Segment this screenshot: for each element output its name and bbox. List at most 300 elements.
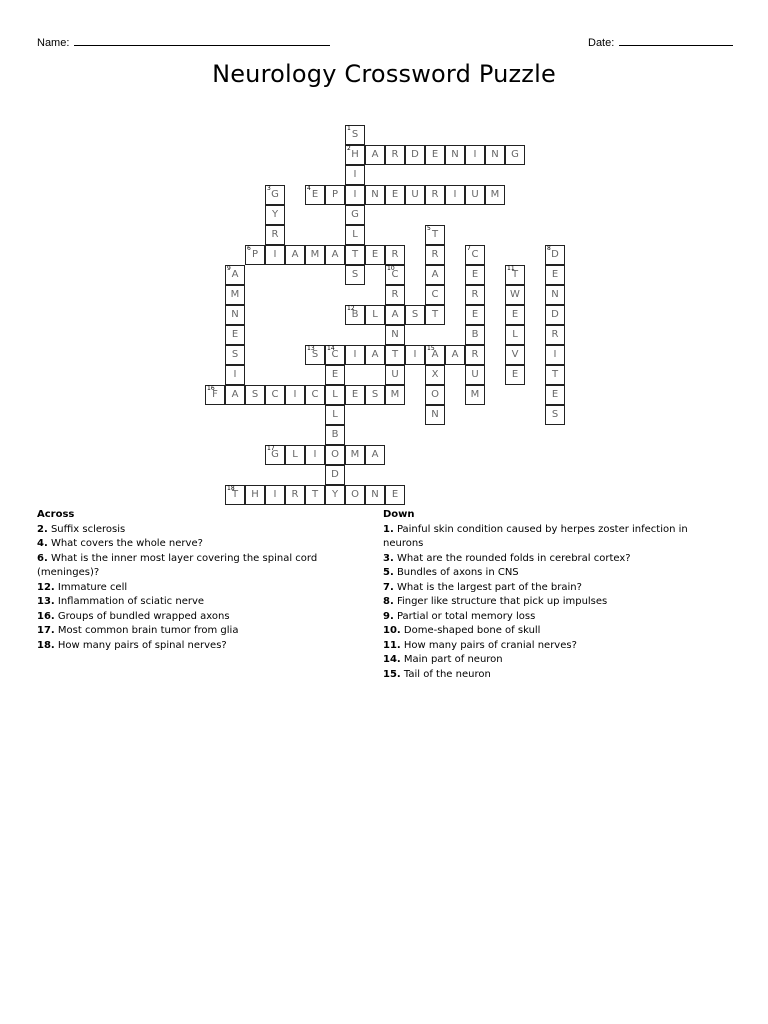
grid-cell[interactable] [205,385,225,405]
cell-letter: L [332,409,338,420]
cell-letter: R [471,289,479,300]
clue-item [37,624,337,639]
cell-letter: E [511,309,519,320]
grid-cell[interactable] [305,385,325,405]
grid-cell[interactable] [325,365,345,385]
cell-letter: T [311,489,319,500]
grid-cell[interactable] [485,145,505,165]
cell-letter: N [371,489,379,500]
clue-text: Painful skin condition caused by herpes zoster infection in neurons [383,523,688,549]
grid-cell[interactable] [305,445,325,465]
page-title: Neurology Crossword Puzzle [212,60,556,88]
cell-letter: A [431,269,439,280]
cell-letter: M [230,289,240,300]
grid-cell[interactable] [265,205,285,225]
clue-text: What is the inner most layer covering the spinal cord (meninges)? [37,552,318,578]
grid-cell[interactable] [465,185,485,205]
grid-cell[interactable] [545,285,565,305]
cell-letter: U [411,189,419,200]
cell-letter: I [453,189,457,200]
grid-cell[interactable] [285,245,305,265]
grid-cell[interactable] [285,385,305,405]
cell-letter: U [391,369,399,380]
cell-letter: R [291,489,299,500]
clue-item [383,639,713,654]
cell-letter: G [271,449,279,460]
grid-cell[interactable] [385,265,405,285]
clue-item [37,537,337,552]
clue-text: What are the rounded folds in cerebral cortex? [393,552,631,564]
grid-cell[interactable] [465,285,485,305]
grid-cell[interactable] [545,245,565,265]
grid-cell[interactable] [545,385,565,405]
grid-cell[interactable] [425,405,445,425]
clue-text: Inflammation of sciatic nerve [54,596,205,607]
cell-number: 6 [247,245,251,252]
cell-letter: S [371,389,379,400]
cell-letter: S [351,129,359,140]
clue-number: 16. [37,610,55,622]
clue-item [383,523,713,552]
grid-cell[interactable] [385,185,405,205]
cell-letter: H [351,149,359,160]
grid-cell[interactable] [365,305,385,325]
clue-text: Immature cell [54,581,128,593]
cell-letter: B [331,429,339,440]
grid-cell[interactable] [385,365,405,385]
grid-cell[interactable] [505,265,525,285]
grid-cell[interactable] [305,345,325,365]
grid-cell[interactable] [225,325,245,345]
grid-cell[interactable] [465,305,485,325]
cell-letter: S [251,389,259,400]
grid-cell[interactable] [225,385,245,405]
cell-letter: B [471,329,479,340]
clue-text: What covers the whole nerve? [47,538,203,549]
grid-cell[interactable] [465,265,485,285]
cell-letter: A [451,349,459,360]
grid-cell[interactable] [465,385,485,405]
grid-cell[interactable] [505,345,525,365]
cell-letter: N [391,329,399,340]
grid-cell[interactable] [225,485,245,505]
cell-letter: G [511,149,519,160]
cell-letter: I [313,449,317,460]
grid-cell[interactable] [545,365,565,385]
grid-cell[interactable] [385,305,405,325]
grid-cell[interactable] [545,345,565,365]
clue-number: 3. [383,552,394,564]
grid-cell[interactable] [465,365,485,385]
grid-cell[interactable] [345,165,365,185]
across-clue-list [37,523,337,654]
grid-cell[interactable] [365,245,385,265]
down-clues [383,508,713,682]
cell-letter: R [431,189,439,200]
clue-text: Bundles of axons in CNS [393,567,519,578]
grid-cell[interactable] [385,485,405,505]
cell-number: 10 [387,265,395,272]
grid-cell[interactable] [345,205,365,225]
cell-letter: U [471,189,479,200]
clue-item [383,624,713,639]
cell-letter: E [551,269,559,280]
cell-number: 9 [227,265,231,272]
clue-text: Main part of neuron [400,654,503,665]
cell-letter: I [353,169,357,180]
grid-cell[interactable] [505,145,525,165]
grid-cell[interactable] [405,345,425,365]
clue-number: 14. [383,654,401,665]
cell-letter: H [251,489,259,500]
grid-cell[interactable] [225,265,245,285]
cell-letter: L [372,309,378,320]
grid-cell[interactable] [385,145,405,165]
cell-letter: S [411,309,419,320]
clue-text: Groups of bundled wrapped axons [54,610,230,622]
cell-letter: E [511,369,519,380]
clue-number: 13. [37,596,55,607]
clue-number: 17. [37,625,55,636]
clue-number: 15. [383,668,401,680]
grid-cell[interactable] [325,405,345,425]
clue-number: 4. [37,538,48,549]
clue-item [37,639,337,654]
cell-number: 1 [347,125,351,132]
grid-cell[interactable] [225,345,245,365]
grid-cell[interactable] [325,185,345,205]
grid-cell[interactable] [325,445,345,465]
grid-cell[interactable] [385,325,405,345]
grid-cell[interactable] [385,345,405,365]
cell-letter: I [353,189,357,200]
cell-number: 17 [267,445,275,452]
grid-cell[interactable] [505,365,525,385]
cell-letter: T [391,349,399,360]
cell-letter: I [233,369,237,380]
grid-cell[interactable] [265,185,285,205]
cell-letter: E [471,309,479,320]
grid-cell[interactable] [345,125,365,145]
cell-letter: M [350,449,360,460]
clue-number: 7. [383,581,394,593]
cell-letter: I [273,489,277,500]
grid-cell[interactable] [505,325,525,345]
grid-cell[interactable] [425,245,445,265]
clue-number: 10. [383,625,401,636]
cell-letter: C [471,249,479,260]
cell-letter: R [431,249,439,260]
cell-letter: I [293,389,297,400]
cell-letter: I [473,149,477,160]
clue-text: Suffix sclerosis [47,523,126,535]
cell-number: 11 [507,265,515,272]
grid-cell[interactable] [245,485,265,505]
grid-cell[interactable] [325,485,345,505]
clue-number: 5. [383,567,394,578]
cell-letter: R [391,249,399,260]
cell-letter: X [431,369,439,380]
grid-cell[interactable] [365,185,385,205]
cell-letter: M [390,389,400,400]
grid-cell[interactable] [485,185,505,205]
cell-letter: A [391,309,399,320]
cell-letter: O [431,389,439,400]
grid-cell[interactable] [225,305,245,325]
grid-cell[interactable] [285,445,305,465]
grid-cell[interactable] [425,285,445,305]
cell-letter: T [551,369,559,380]
cell-letter: I [553,349,557,360]
down-clue-list [383,523,713,683]
cell-letter: S [551,409,559,420]
clue-item [37,581,337,596]
cell-letter: A [371,149,379,160]
grid-cell[interactable] [445,185,465,205]
cell-letter: A [231,389,239,400]
grid-cell[interactable] [545,265,565,285]
cell-letter: L [292,449,298,460]
grid-cell[interactable] [425,145,445,165]
cell-letter: A [231,269,239,280]
cell-letter: N [491,149,499,160]
cell-letter: V [511,349,519,360]
grid-cell[interactable] [445,345,465,365]
clue-item [37,523,337,538]
grid-cell[interactable] [425,305,445,325]
clue-item [383,653,713,668]
grid-cell[interactable] [385,385,405,405]
grid-cell[interactable] [225,365,245,385]
clue-text: Tail of the neuron [400,668,491,680]
cell-letter: E [311,189,319,200]
cell-letter: I [273,249,277,260]
grid-cell[interactable] [365,145,385,165]
cell-letter: A [371,449,379,460]
clue-item [383,595,713,610]
grid-cell[interactable] [365,385,385,405]
grid-cell[interactable] [465,145,485,165]
cell-letter: E [371,249,379,260]
grid-cell[interactable] [345,185,365,205]
grid-cell[interactable] [425,345,445,365]
cell-letter: S [311,349,319,360]
cell-letter: N [371,189,379,200]
clue-item [383,668,713,683]
cell-letter: T [351,249,359,260]
cell-letter: R [271,229,279,240]
grid-cell[interactable] [405,145,425,165]
cell-letter: D [551,309,559,320]
grid-cell[interactable] [465,245,485,265]
cell-number: 5 [427,225,431,232]
cell-letter: R [471,349,479,360]
cell-letter: N [431,409,439,420]
grid-cell[interactable] [325,425,345,445]
cell-letter: T [511,269,519,280]
grid-cell[interactable] [345,485,365,505]
cell-letter: R [551,329,559,340]
cell-letter: N [451,149,459,160]
clue-number: 18. [37,639,55,651]
cell-letter: A [371,349,379,360]
grid-cell[interactable] [345,245,365,265]
grid-cell[interactable] [465,325,485,345]
grid-cell[interactable] [285,485,305,505]
cell-letter: Y [271,209,279,220]
cell-letter: I [353,349,357,360]
grid-cell[interactable] [345,265,365,285]
cell-letter: E [431,149,439,160]
cell-letter: E [231,329,239,340]
cell-number: 16 [207,385,215,392]
cell-letter: M [490,189,500,200]
grid-cell[interactable] [545,405,565,425]
grid-cell[interactable] [445,145,465,165]
clue-number: 1. [383,523,394,535]
cell-letter: W [510,289,520,300]
cell-letter: F [212,389,218,400]
grid-cell[interactable] [305,245,325,265]
grid-cell[interactable] [245,385,265,405]
cell-letter: E [351,389,359,400]
grid-cell[interactable] [505,285,525,305]
grid-cell[interactable] [545,305,565,325]
grid-cell[interactable] [385,285,405,305]
cell-letter: U [471,369,479,380]
grid-cell[interactable] [365,345,385,365]
grid-cell[interactable] [365,485,385,505]
clue-item [37,552,337,581]
across-clues [37,508,337,653]
grid-cell[interactable] [465,345,485,365]
cell-letter: O [331,449,339,460]
cell-number: 7 [467,245,471,252]
cell-letter: A [331,249,339,260]
grid-cell[interactable] [425,185,445,205]
clue-text: How many pairs of cranial nerves? [400,639,577,651]
cell-letter: L [512,329,518,340]
clue-number: 12. [37,581,55,593]
cell-number: 14 [327,345,335,352]
cell-letter: E [551,389,559,400]
cell-letter: L [352,229,358,240]
grid-cell[interactable] [265,385,285,405]
cell-letter: T [431,309,439,320]
clue-number: 6. [37,552,48,564]
cell-number: 13 [307,345,315,352]
cell-letter: E [391,189,399,200]
cell-letter: D [331,469,339,480]
cell-letter: D [411,149,419,160]
cell-number: 18 [227,485,235,492]
grid-cell[interactable] [385,245,405,265]
grid-cell[interactable] [405,185,425,205]
cell-letter: P [251,249,259,260]
clue-text: How many pairs of spinal nerves? [54,639,227,651]
cell-letter: C [311,389,319,400]
grid-cell[interactable] [325,345,345,365]
grid-cell[interactable] [305,485,325,505]
clue-item [37,595,337,610]
cell-number: 2 [347,145,351,152]
clue-text: Most common brain tumor from glia [54,625,239,636]
grid-cell[interactable] [425,225,445,245]
grid-cell[interactable] [225,285,245,305]
grid-cell[interactable] [505,305,525,325]
cell-letter: C [331,349,339,360]
cell-letter: E [391,489,399,500]
cell-letter: P [331,189,339,200]
cell-letter: M [310,249,320,260]
cell-letter: C [431,289,439,300]
cell-letter: E [471,269,479,280]
grid-cell[interactable] [345,445,365,465]
grid-cell[interactable] [325,245,345,265]
grid-cell[interactable] [305,185,325,205]
grid-cell[interactable] [545,325,565,345]
clue-item [383,581,713,596]
clue-text: Finger like structure that pick up impulses [393,596,608,607]
cell-letter: S [351,269,359,280]
grid-cell[interactable] [265,485,285,505]
grid-cell[interactable] [345,345,365,365]
clue-number: 9. [383,610,394,622]
cell-letter: T [231,489,239,500]
cell-letter: G [271,189,279,200]
grid-cell[interactable] [365,445,385,465]
grid-cell[interactable] [345,385,365,405]
grid-cell[interactable] [245,245,265,265]
cell-number: 15 [427,345,435,352]
date-label: Date: [588,37,618,49]
grid-cell[interactable] [425,385,445,405]
cell-letter: T [431,229,439,240]
grid-cell[interactable] [405,305,425,325]
grid-cell[interactable] [265,245,285,265]
cell-letter: N [231,309,239,320]
grid-cell[interactable] [345,145,365,165]
grid-cell[interactable] [425,365,445,385]
cell-letter: G [351,209,359,220]
grid-cell[interactable] [345,225,365,245]
clue-text: What is the largest part of the brain? [393,581,582,593]
grid-cell[interactable] [265,445,285,465]
clue-number: 2. [37,523,48,535]
clue-number: 11. [383,639,401,651]
grid-cell[interactable] [325,385,345,405]
grid-cell[interactable] [265,225,285,245]
cell-letter: Y [331,489,339,500]
cell-letter: M [470,389,480,400]
grid-cell[interactable] [325,465,345,485]
name-label: Name: [37,37,73,49]
cell-number: 4 [307,185,311,192]
cell-letter: B [351,309,359,320]
cell-letter: S [231,349,239,360]
clue-item [37,610,337,625]
grid-cell[interactable] [425,265,445,285]
cell-letter: R [391,289,399,300]
cell-letter: E [331,369,339,380]
clue-item [383,610,713,625]
cell-letter: R [391,149,399,160]
clue-text: Dome-shaped bone of skull [400,625,541,636]
grid-cell[interactable] [345,305,365,325]
cell-letter: C [391,269,399,280]
cell-number: 12 [347,305,355,312]
down-heading: Down [383,509,415,520]
